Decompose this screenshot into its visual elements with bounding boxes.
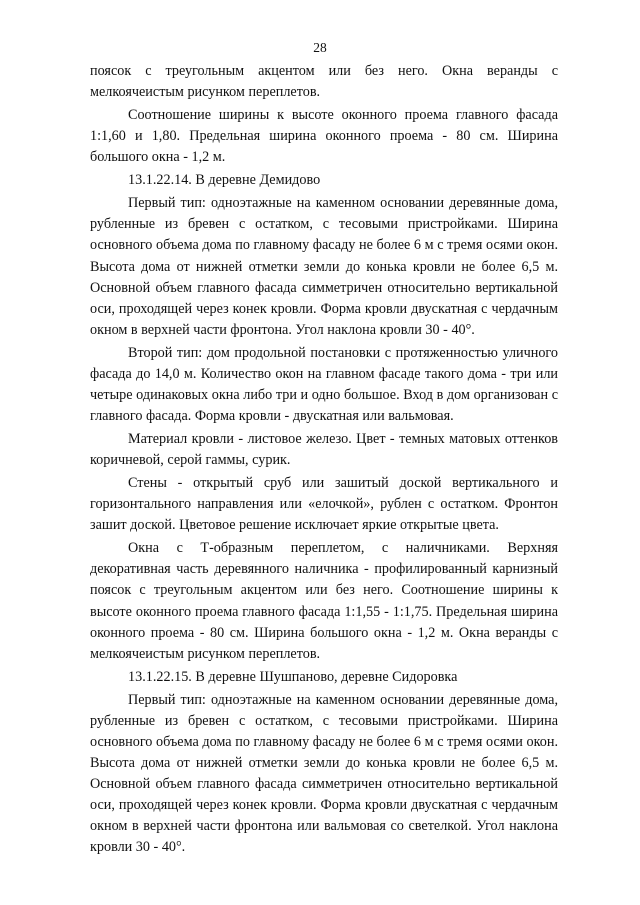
section-heading-shushpanovo: 13.1.22.15. В деревне Шушпаново, деревне Сидоровка xyxy=(128,668,458,685)
paragraph-continuation: поясок с треугольным акцентом или без него. Окна веранды с мелкоячеистым рисунком переплетов. xyxy=(90,63,558,101)
paragraph-first-type-2: Первый тип: одноэтажные на каменном основании деревянные дома, рубленные из бревен с остатком, с тесовыми пристройками. Ширина основного объема дома по главному фасаду не более 6 м с тремя осями окон. Высота дома от нижней отметки земли до конька кровли не более 6,5 м. Основной объем главного фасада симметричен относительно вертикальной оси, проходящей через конек кровли. Форма кровли двускатная с чердачным окном в верхней части фронтона или вальмовая со светелкой. Угол наклона кровли 30 - 40°. xyxy=(90,691,558,856)
page-number: 28 xyxy=(313,40,327,55)
paragraph-walls: Стены - открытый сруб или зашитый доской вертикального и горизонтального направления или «елочкой», рублен с остатком. Фронтон зашит доской. Цветовое решение исключает яркие открытые цвета. xyxy=(90,475,558,534)
paragraph-first-type: Первый тип: одноэтажные на каменном основании деревянные дома, рубленные из бревен с остатком, с тесовыми пристройками. Ширина основного объема дома по главному фасаду не более 6 м с тремя осями окон. Высота дома от нижней отметки земли до конька кровли не более 6,5 м. Основной объем главного фасада симметричен относительно вертикальной оси, проходящей через конек кровли. Форма кровли двускатная с чердачным окном в верхней части фронтона. Угол наклона кровли 30 - 40°. xyxy=(90,195,558,338)
paragraph-window-ratio: Соотношение ширины к высоте оконного проема главного фасада 1:1,60 и 1,80. Предельная ширина оконного проема - 80 см. Ширина большого окна - 1,2 м. xyxy=(90,107,558,166)
paragraph-second-type: Второй тип: дом продольной постановки с протяженностью уличного фасада до 14,0 м. Количество окон на главном фасаде такого дома - три или четыре одинаковых окна либо три и одно большое. Вход в дом организован с главного фасада. Форма кровли - двускатная или вальмовая. xyxy=(90,344,558,425)
document-body xyxy=(90,61,558,860)
paragraph-roof-material: Материал кровли - листовое железо. Цвет - темных матовых оттенков коричневой, серой гаммы, сурик. xyxy=(90,431,558,469)
paragraph-windows: Окна с Т-образным переплетом, с наличниками. Верхняя декоративная часть деревянного наличника - профилированный карнизный поясок с треугольным акцентом или без него. Соотношение ширины к высоте оконного проема главного фасада 1:1,55 - 1:1,75. Предельная ширина оконного проема - 80 см. Ширина большого окна - 1,2 м. Окна веранды с мелкоячеистым рисунком переплетов. xyxy=(90,540,558,662)
section-heading-demidovo: 13.1.22.14. В деревне Демидово xyxy=(128,172,321,189)
